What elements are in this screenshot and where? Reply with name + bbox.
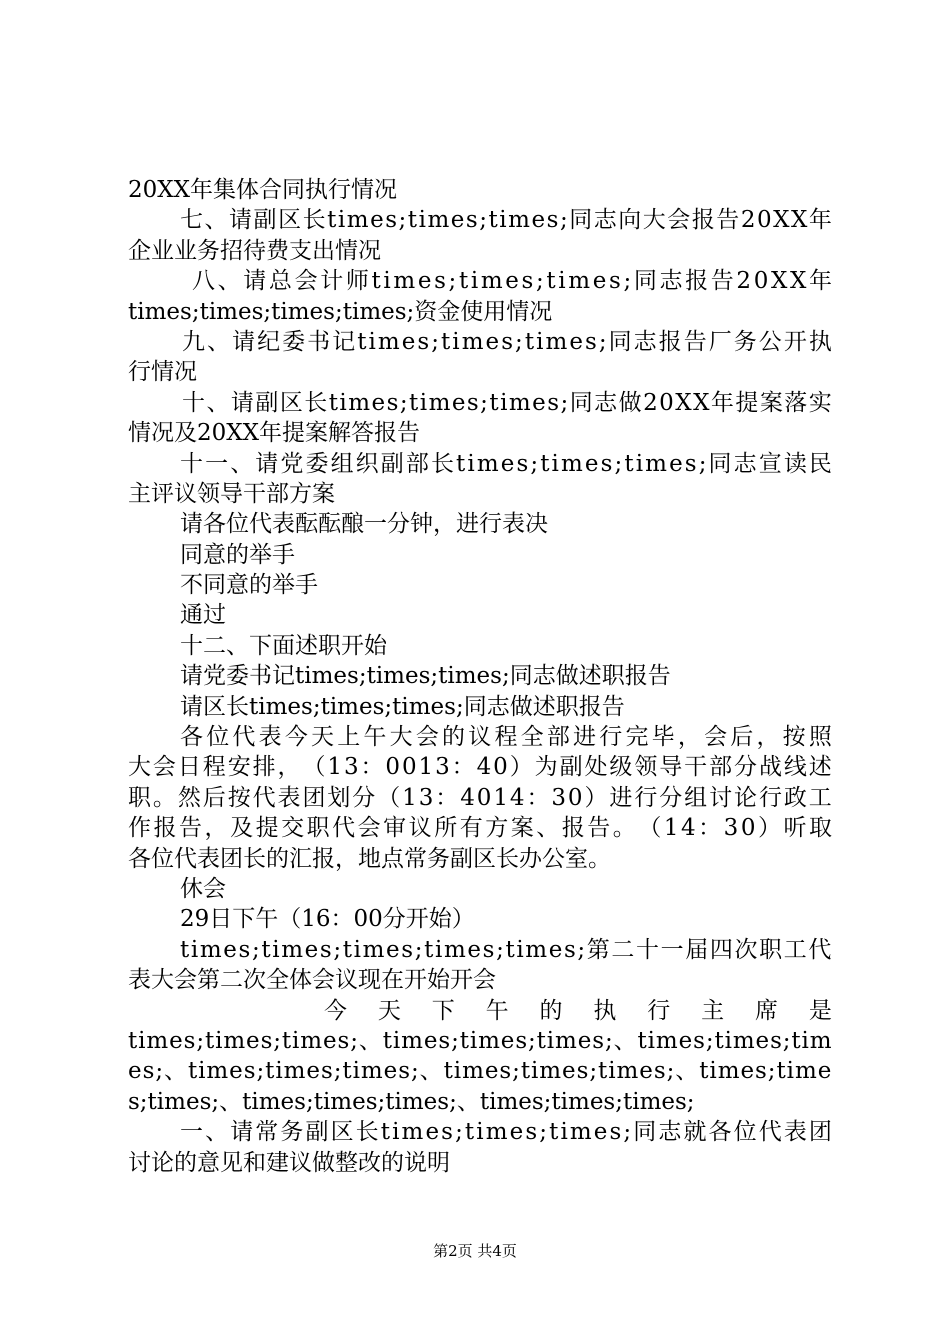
- text-line: [128, 1117, 832, 1147]
- text-line: 同意的举手: [180, 541, 295, 568]
- text-line: 表大会第二次全体会议现在开始开会: [128, 967, 496, 994]
- text-line: 十二、下面述职开始: [180, 632, 387, 659]
- text-line: 讨论的意见和建议做整改的说明: [128, 1149, 450, 1176]
- text-line: times;times;times;times;资金使用情况: [128, 298, 553, 325]
- justified-text: 八 、 请 总 会 计 师 t i m e s ; t i m e s ; t i m e s ; 同 志 报 告 2 0 X X 年: [192, 268, 832, 295]
- text-line: [128, 783, 832, 813]
- text-line: s;times;、times;times;times;、times;times;times;: [128, 1088, 695, 1115]
- text-line: 请区长times;times;times;同志做述职报告: [180, 693, 625, 720]
- justified-text: t i m e s ; t i m e s ; t i m e s ; t i m e s ; t i m e s ; 第 二 十 一 届 四 次 职 工 代: [180, 936, 832, 963]
- text-line: [128, 327, 832, 357]
- text-line: [128, 266, 832, 296]
- text-line: 各位代表团长的汇报，地点常务副区长办公室。: [128, 845, 611, 872]
- text-line: [128, 388, 832, 418]
- page-footer: [0, 1241, 950, 1261]
- text-line: [128, 1026, 832, 1056]
- document-body: [128, 175, 832, 1178]
- text-line: 通过: [180, 602, 226, 629]
- text-line: 不同意的举手: [180, 572, 318, 599]
- justified-text: 十 一 、 请 党 委 组 织 副 部 长 t i m e s ; t i m e s ; t i m e s ; 同 志 宣 读 民: [180, 450, 832, 477]
- text-line: [128, 935, 832, 965]
- justified-text: 职 。 然 后 按 代 表 团 划 分 （ 1 3 ： 4 0 1 4 ： 3 0 ） 进 行 分 组 讨 论 行 政 工: [128, 784, 832, 811]
- text-line: 企业业务招待费支出情况: [128, 237, 381, 264]
- text-line: [128, 722, 832, 752]
- text-line: 29日下午（16：00分开始）: [180, 906, 475, 933]
- text-line: 主评议领导干部方案: [128, 480, 335, 507]
- text-line: 请党委书记times;times;times;同志做述职报告: [180, 663, 671, 690]
- text-line: [128, 1056, 832, 1086]
- text-line: 行情况: [128, 359, 197, 386]
- justified-text: 一 、 请 常 务 副 区 长 t i m e s ; t i m e s ; t i m e s ; 同 志 就 各 位 代 表 团: [180, 1119, 832, 1146]
- text-line: 20XX年集体合同执行情况: [128, 177, 398, 203]
- text-line: [128, 813, 832, 843]
- justified-text: t i m e s ; t i m e s ; t i m e s ; 、 t i m e s ; t i m e s ; t i m e s ; 、 t i m e s ; t i m e s ; t i m: [128, 1027, 832, 1054]
- text-line: 情况及20XX年提案解答报告: [128, 420, 421, 447]
- text-line: 休会: [180, 875, 226, 902]
- justified-text: 十 、 请 副 区 长 t i m e s ; t i m e s ; t i m e s ; 同 志 做 2 0 X X 年 提 案 落 实: [182, 389, 832, 416]
- justified-text: 作 报 告 ， 及 提 交 职 代 会 审 议 所 有 方 案 、 报 告 。 （ 1 4 ： 3 0 ） 听 取: [128, 815, 832, 842]
- justified-text: 今 天 下 午 的 执 行 主 席 是: [324, 997, 832, 1024]
- page-number-label: 第2页 共4页: [433, 1242, 517, 1260]
- justified-text: 大 会 日 程 安 排 ， （ 1 3 ： 0 0 1 3 ： 4 0 ） 为 副 处 级 领 导 干 部 分 战 线 述: [128, 754, 832, 781]
- justified-text: e s ; 、 t i m e s ; t i m e s ; t i m e s ; 、 t i m e s ; t i m e s ; t i m e s ; 、 t i m e s ; t i m e: [128, 1058, 832, 1085]
- text-line: 请各位代表酝酝酿一分钟，进行表决: [180, 511, 548, 538]
- text-line: [128, 996, 832, 1026]
- text-line: [128, 752, 832, 782]
- justified-text: 九 、 请 纪 委 书 记 t i m e s ; t i m e s ; t i m e s ; 同 志 报 告 厂 务 公 开 执: [182, 328, 832, 355]
- justified-text: 七 、 请 副 区 长 t i m e s ; t i m e s ; t i m e s ; 同 志 向 大 会 报 告 2 0 X X 年: [180, 207, 832, 234]
- justified-text: 各 位 代 表 今 天 上 午 大 会 的 议 程 全 部 进 行 完 毕 ， 会 后 ， 按 照: [180, 724, 832, 751]
- text-line: [128, 449, 832, 479]
- text-line: [128, 205, 832, 235]
